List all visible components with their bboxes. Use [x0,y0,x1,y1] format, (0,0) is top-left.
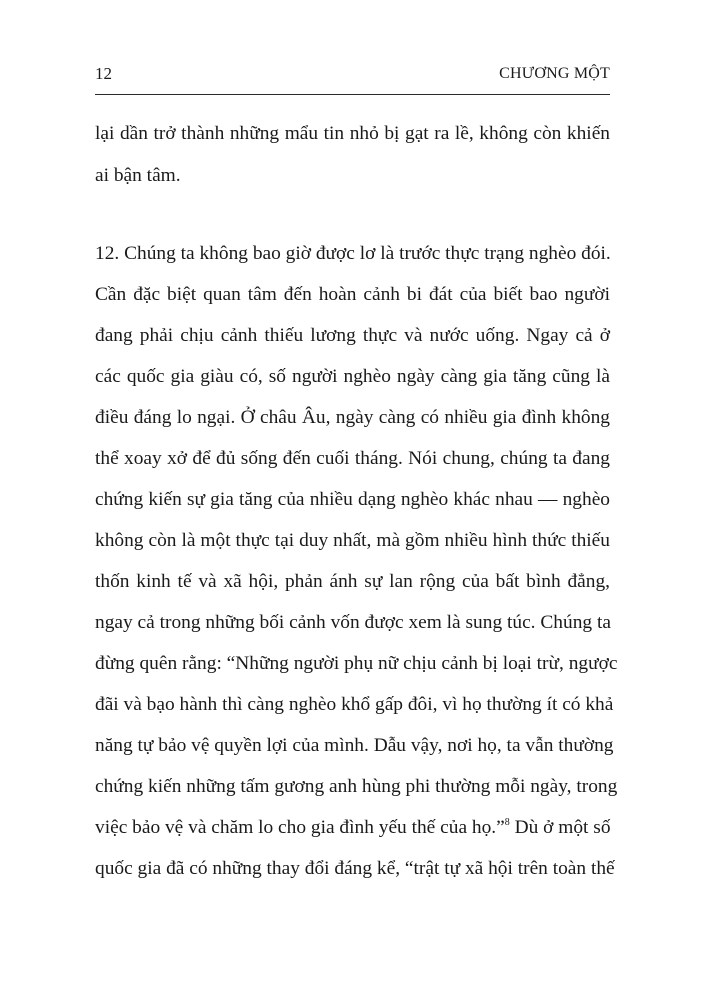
text-segment: Dù ở một số [514,817,611,838]
text-line: không còn là một thực tại duy nhất, mà gồm nhiều hình thức thiếu [95,530,610,551]
text-line: 12. Chúng ta không bao giờ được lơ là trước thực trạng nghèo đói. [95,243,611,264]
text-line: thốn kinh tế và xã hội, phản ánh sự lan rộng của bất bình đẳng, [95,571,610,592]
text-line: ngay cả trong những bối cảnh vốn được xem là sung túc. Chúng ta [95,612,611,633]
header-rule [95,94,610,95]
text-line: Cần đặc biệt quan tâm đến hoàn cảnh bi đát của biết bao người [95,284,610,305]
text-line: năng tự bảo vệ quyền lợi của mình. Dẫu vậy, nơi họ, ta vẫn thường [95,735,614,756]
text-line: quốc gia đã có những thay đổi đáng kể, “trật tự xã hội trên toàn thế [95,858,615,879]
text-line: lại dần trở thành những mẩu tin nhỏ bị gạt ra lề, không còn khiến [95,123,610,144]
text-line: chứng kiến những tấm gương anh hùng phi thường mỗi ngày, trong [95,776,618,797]
text-line: thể xoay xở để đủ sống đến cuối tháng. Nói chung, chúng ta đang [95,448,610,469]
running-head: CHƯƠNG MỘT [499,65,610,82]
text-line-with-footnote [95,814,610,842]
text-line: các quốc gia giàu có, số người nghèo ngày càng gia tăng cũng là [95,366,610,387]
page-number: 12 [95,64,112,83]
text-line: đừng quên rằng: “Những người phụ nữ chịu cảnh bị loại trừ, ngược [95,653,618,674]
text-line: điều đáng lo ngại. Ở châu Âu, ngày càng có nhiều gia đình không [95,407,610,428]
footnote-marker[interactable]: 8 [504,817,510,828]
text-line: đãi và bạo hành thì càng nghèo khổ gấp đôi, vì họ thường ít có khả [95,694,614,715]
text-line: ai bận tâm. [95,165,181,186]
text-line: đang phải chịu cảnh thiếu lương thực và nước uống. Ngay cả ở [95,325,610,346]
text-segment: việc bảo vệ và chăm lo cho gia đình yếu thế của họ.” [95,817,505,838]
page-header [95,62,610,90]
text-line: chứng kiến sự gia tăng của nhiều dạng nghèo khác nhau — nghèo [95,489,610,510]
